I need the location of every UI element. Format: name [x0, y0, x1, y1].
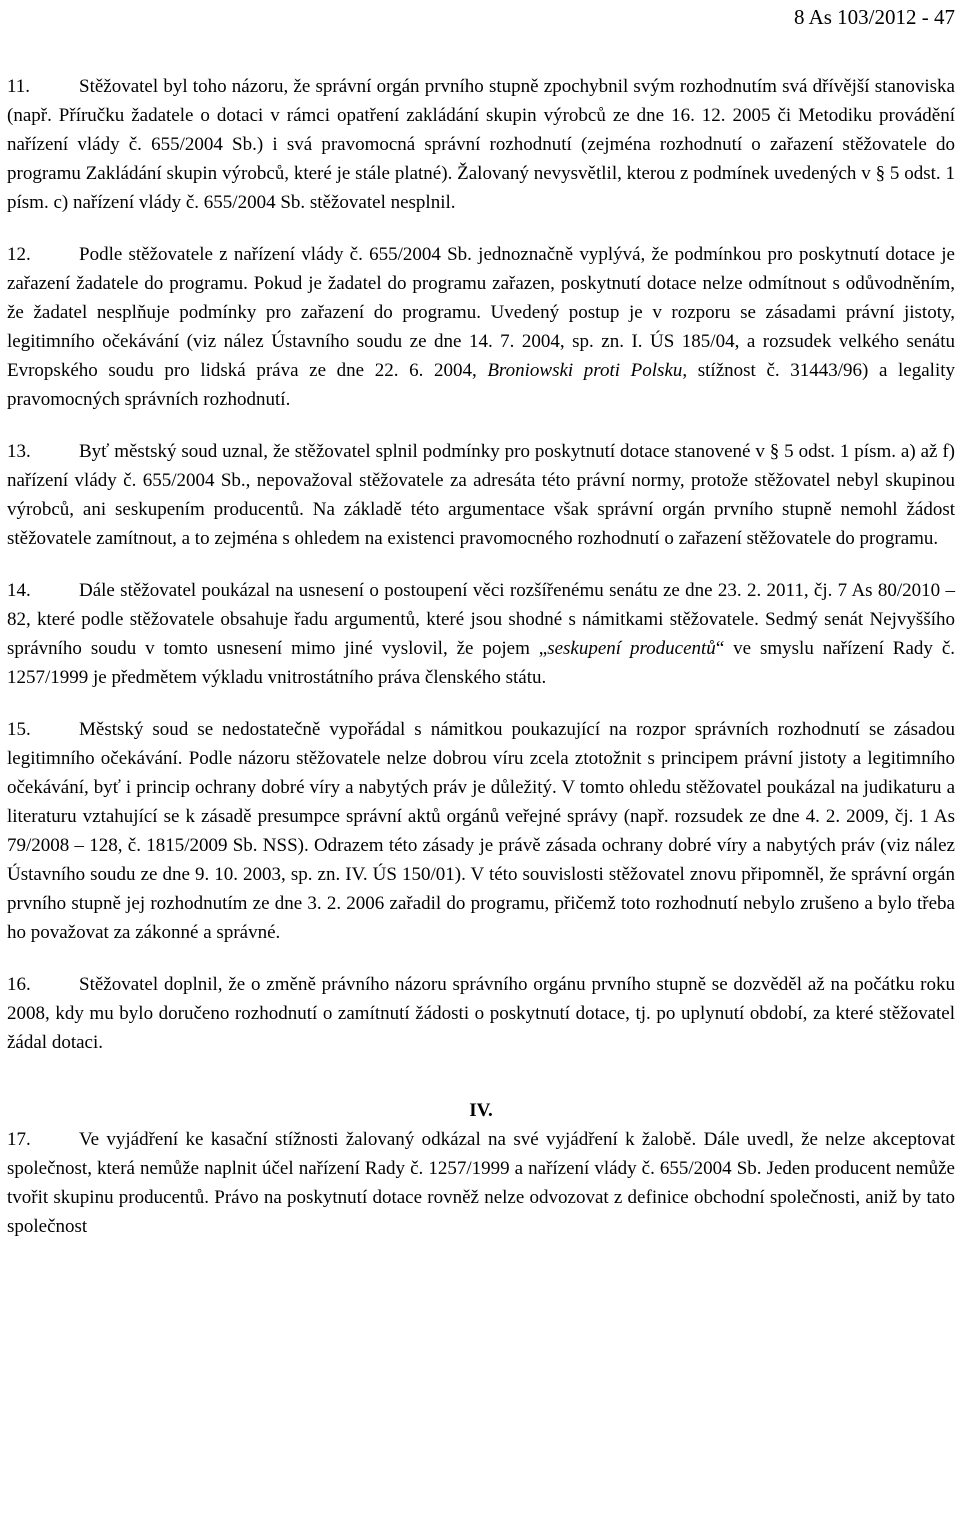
- paragraph-number: 17.: [7, 1129, 31, 1150]
- section-heading: IV.: [469, 1100, 493, 1121]
- paragraph-text: Městský soud se nedostatečně vypořádal s námitkou poukazující na rozpor správních rozhodnutí se zásadou legitimního očekávání. Podle názoru stěžovatele nelze dobrou víru zcela ztotožnit s principem právní jistoty a legitimního očekávání, byť i princip ochrany dobré víry a nabytých práv je důležitý. V tomto ohledu stěžovatel poukázal na judikaturu a literaturu vztahující se k zásadě presumpce správní aktů orgánů veřejné správy (např. rozsudek ze dne 4. 2. 2009, čj. 1 As 79/2008 – 128, č. 1815/2009 Sb. NSS). Odrazem této zásady je právě zásada ochrany dobré víry a nabytých práv (viz nález Ústavního soudu ze dne 9. 10. 2003, sp. zn. IV. ÚS 150/01). V této souvislosti stěžovatel znovu připomněl, že správní orgán prvního stupně jej rozhodnutím ze dne 3. 2. 2006 zařadil do programu, přičemž toto rozhodnutí nebylo zrušeno a bylo třeba ho považovat za zákonné a správné.: [7, 719, 955, 943]
- paragraph-number: 14.: [7, 580, 31, 601]
- case-reference: 8 As 103/2012 - 47: [793, 5, 955, 29]
- paragraph-16: [7, 970, 955, 1057]
- paragraph-12: [7, 240, 955, 414]
- paragraph-17: [7, 1125, 955, 1241]
- paragraph-13: [7, 437, 955, 553]
- paragraph-number: 12.: [7, 244, 31, 265]
- paragraph-text-continued: , stížnost č. 31443/96) a legality pravomocných správních rozhodnutí.: [7, 360, 956, 410]
- paragraph-number: 13.: [7, 441, 31, 462]
- term-italic: seskupení producentů: [547, 638, 716, 659]
- paragraph-number: 16.: [7, 974, 31, 995]
- paragraph-text: Dále stěžovatel poukázal na usnesení o postoupení věci rozšířenému senátu ze dne 23. 2. 2011, čj. 7 As 80/2010 – 82, které podle stěžovatele obsahuje řadu argumentů, které jsou shodné s námitkami stěžovatele. Sedmý senát Nejvyššího správního soudu v tomto usnesení mimo jiné vyslovil, že pojem „: [7, 580, 955, 659]
- paragraph-number: 15.: [7, 719, 31, 740]
- paragraph-number: 11.: [7, 76, 31, 97]
- paragraph-text: Byť městský soud uznal, že stěžovatel splnil podmínky pro poskytnutí dotace stanovené v § 5 odst. 1 písm. a) až f) nařízení vlády č. 655/2004 Sb., nepovažoval stěžovatele za adresáta této právní normy, protože stěžovatel nebyl skupinou výrobců, ani seskupením producentů. Na základě této argumentace však správní orgán prvního stupně nemohl žádost stěžovatele zamítnout, a to zejména s ohledem na existenci pravomocného rozhodnutí o zařazení stěžovatele do programu.: [7, 441, 955, 549]
- paragraph-14: [7, 576, 955, 692]
- paragraph-text: Ve vyjádření ke kasační stížnosti žalovaný odkázal na své vyjádření k žalobě. Dále uvedl, že nelze akceptovat společnost, která nemůže naplnit účel nařízení Rady č. 1257/1999 a nařízení vlády č. 655/2004 Sb. Jeden producent nemůže tvořit skupinu producentů. Právo na poskytnutí dotace rovněž nelze odvozovat z definice obchodní společnosti, aniž by tato společnost: [7, 1129, 955, 1237]
- paragraph-text: Stěžovatel byl toho názoru, že správní orgán prvního stupně zpochybnil svým rozhodnutím svá dřívější stanoviska (např. Příručku žadatele o dotaci v rámci opatření zakládání skupin výrobců ze dne 16. 12. 2005 či Metodiku provádění nařízení vlády č. 655/2004 Sb.) i svá pravomocná správní rozhodnutí (zejména rozhodnutí o zařazení stěžovatele do programu Zakládání skupin výrobců, které je stále platné). Žalovaný nevysvětlil, kterou z podmínek uvedených v § 5 odst. 1 písm. c) nařízení vlády č. 655/2004 Sb. stěžovatel nesplnil.: [7, 76, 955, 213]
- case-name-italic: Broniowski proti Polsku: [487, 360, 683, 381]
- paragraph-15: [7, 715, 955, 947]
- paragraph-text-continued: “ ve smyslu nařízení Rady č. 1257/1999 je předmětem výkladu vnitrostátního práva členského státu.: [7, 638, 955, 688]
- paragraph-text: Podle stěžovatele z nařízení vlády č. 655/2004 Sb. jednoznačně vyplývá, že podmínkou pro poskytnutí dotace je zařazení žadatele do programu. Pokud je žadatel do programu zařazen, poskytnutí dotace nelze odmítnout s odůvodněním, že žadatel nesplňuje podmínky pro zařazení do programu. Uvedený postup je v rozporu se zásadami právní jistoty, legitimního očekávání (viz nález Ústavního soudu ze dne 14. 7. 2004, sp. zn. I. ÚS 185/04, a rozsudek velkého senátu Evropského soudu pro lidská práva ze dne 22. 6. 2004,: [7, 244, 955, 381]
- paragraph-text: Stěžovatel doplnil, že o změně právního názoru správního orgánu prvního stupně se dozvěděl až na počátku roku 2008, kdy mu bylo doručeno rozhodnutí o zamítnutí žádosti o poskytnutí dotace, tj. po uplynutí období, za které stěžovatel žádal dotaci.: [7, 974, 955, 1053]
- paragraph-11: [7, 72, 955, 217]
